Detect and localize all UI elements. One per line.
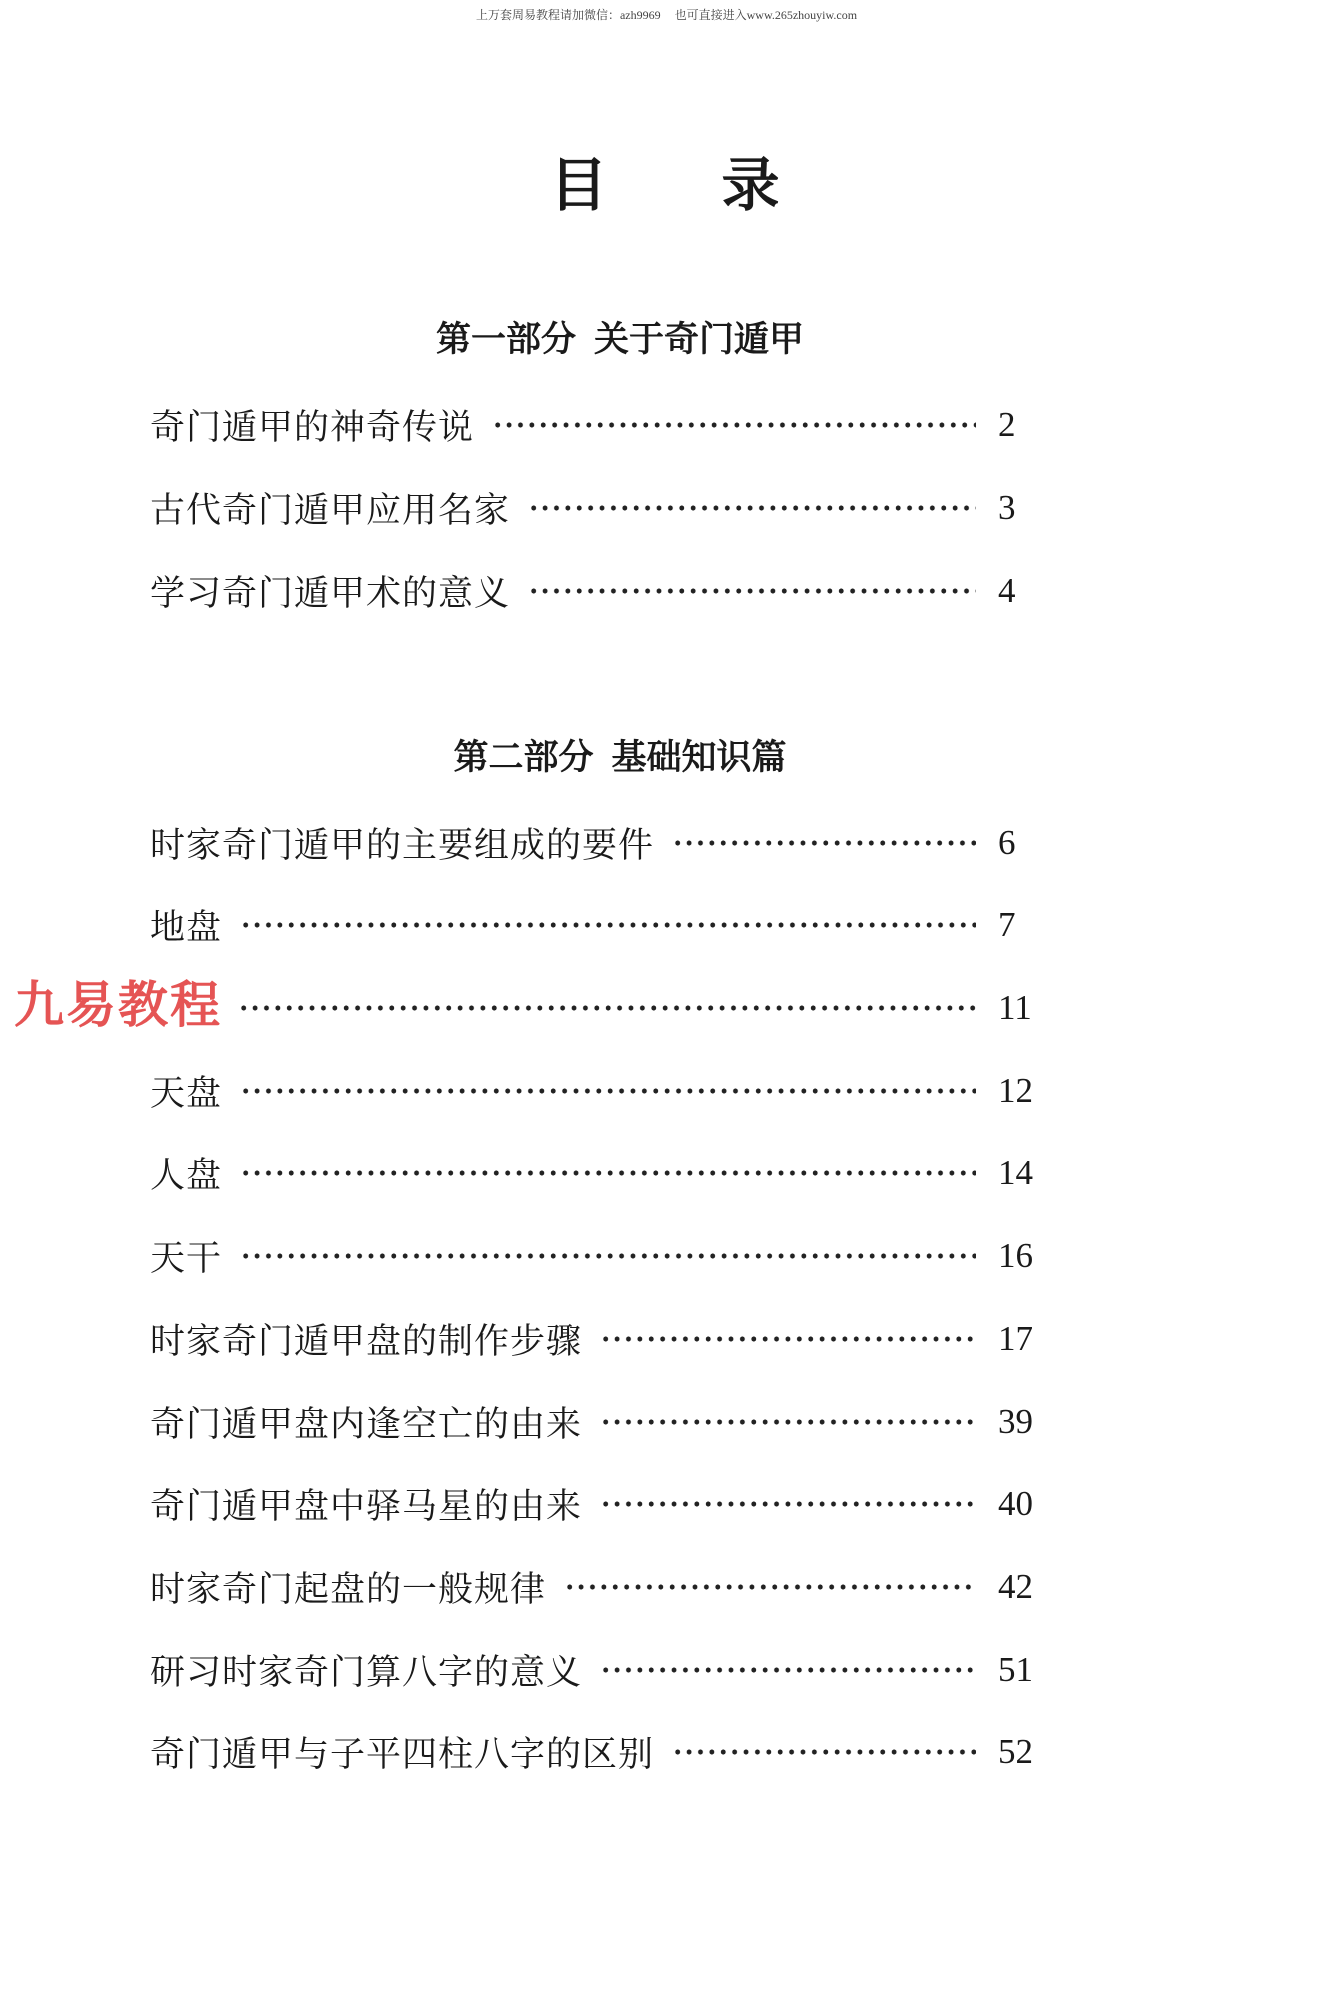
toc-entry-page-number: 40 [998,1484,1033,1523]
toc-entry[interactable] [150,400,1050,450]
toc-entry[interactable] [150,900,1050,950]
page-title-char-2: 录 [721,151,784,219]
header-banner-left: 上万套周易教程请加微信：azh9969 [475,8,661,22]
dot-leader [240,922,976,928]
toc-entry[interactable] [150,566,1050,616]
toc-entry[interactable] [150,1314,1050,1364]
toc-entry[interactable] [150,1397,1050,1447]
dot-leader [672,1749,976,1755]
toc-entry[interactable] [150,1562,1050,1612]
page-title [0,138,1333,222]
toc-entry-label: 奇门遁甲的神奇传说 [150,408,475,448]
dot-leader [600,1667,976,1673]
toc-entry[interactable] [150,1066,1050,1116]
toc-entry[interactable] [150,983,1050,1033]
toc-entry-page-number: 3 [998,488,1016,527]
toc-entry[interactable] [150,1479,1050,1529]
section-heading-2 [0,730,1240,780]
toc-entry[interactable] [150,1148,1050,1198]
toc-entry-page-number: 11 [998,988,1032,1027]
toc-entry-page-number: 51 [998,1650,1033,1689]
toc-entry-page-number: 39 [998,1402,1033,1441]
dot-leader [528,588,976,594]
dot-leader [672,840,976,846]
dot-leader [240,1253,976,1259]
toc-entry-page-number: 4 [998,571,1016,610]
toc-entry-page-number: 16 [998,1236,1033,1275]
toc-entry-label: 学习奇门遁甲术的意义 [150,574,511,614]
toc-entry-page-number: 17 [998,1319,1033,1358]
toc-entry-label: 奇门遁甲盘中驿马星的由来 [150,1487,583,1527]
header-banner-right: 也可直接进入www.265zhouyiw.com [674,8,858,22]
toc-entry-page-number: 14 [998,1153,1033,1192]
dot-leader [528,505,976,511]
toc-entry-label: 时家奇门起盘的一般规律 [150,1570,547,1610]
toc-entry-label: 天干 [150,1239,223,1279]
toc-entry-label: 时家奇门遁甲盘的制作步骤 [150,1322,583,1362]
dot-leader [600,1501,976,1507]
section-heading-title: 关于奇门遁甲 [594,320,805,360]
toc-entry-page-number: 7 [998,905,1016,944]
toc-entry[interactable] [150,1645,1050,1695]
dot-leader [240,1088,976,1094]
toc-entry-label: 时家奇门遁甲的主要组成的要件 [150,826,655,866]
toc-entry-label: 研习时家奇门算八字的意义 [150,1653,583,1693]
toc-entry-label: 奇门遁甲与子平四柱八字的区别 [150,1735,655,1775]
toc-entry-page-number: 42 [998,1567,1033,1606]
toc-entry-label: 天盘 [150,1074,223,1114]
header-banner [0,6,1333,23]
section-heading-1 [0,312,1240,362]
toc-entry[interactable] [150,483,1050,533]
watermark: 九易教程 [14,976,222,1034]
section-heading-title: 基础知识篇 [611,738,787,778]
toc-entry[interactable] [150,1727,1050,1777]
toc-entry[interactable] [150,1231,1050,1281]
toc-entry-label: 古代奇门遁甲应用名家 [150,491,511,531]
dot-leader [238,1005,976,1011]
dot-leader [492,422,976,428]
section-heading-part: 第一部分 [435,320,576,360]
toc-entry-page-number: 2 [998,405,1016,444]
dot-leader [600,1419,976,1425]
dot-leader [600,1336,976,1342]
toc-entry-label: 奇门遁甲盘内逢空亡的由来 [150,1405,583,1445]
toc-entry-page-number: 6 [998,823,1016,862]
section-heading-part: 第二部分 [453,738,594,778]
toc-entry[interactable] [150,818,1050,868]
toc-entry-page-number: 12 [998,1071,1033,1110]
dot-leader [564,1584,976,1590]
page-title-char-1: 目 [549,151,612,219]
toc-entry-label: 地盘 [150,908,223,948]
toc-entry-label: 人盘 [150,1156,223,1196]
dot-leader [240,1170,976,1176]
toc-entry-page-number: 52 [998,1732,1033,1771]
